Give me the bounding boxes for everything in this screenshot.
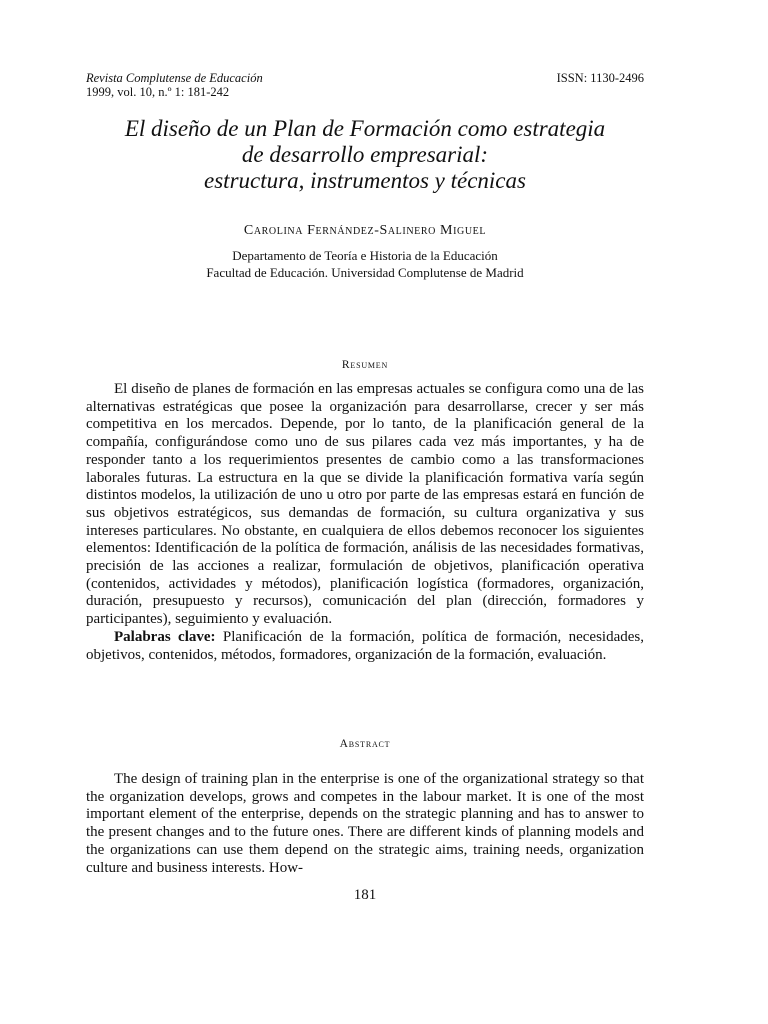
abstract-heading: Abstract <box>339 738 391 750</box>
journal-issue: 1999, vol. 10, n.º 1: 181-242 <box>86 85 230 99</box>
title-line: El diseño de un Plan de Formación como estrategia <box>124 116 606 141</box>
title-line: de desarrollo empresarial: <box>241 142 489 167</box>
author-affiliation <box>86 247 644 281</box>
article-title <box>86 116 644 194</box>
abstract-body <box>86 771 644 877</box>
affiliation-faculty: Facultad de Educación. Universidad Complutense de Madrid <box>206 265 524 280</box>
resumen-heading: Resumen <box>341 359 389 371</box>
resumen-body <box>86 381 644 664</box>
keywords-label: Palabras clave: <box>114 628 216 645</box>
title-line: estructura, instrumentos y técnicas <box>204 168 526 193</box>
journal-issn: ISSN: 1130-2496 <box>556 71 644 85</box>
keywords-paragraph <box>86 629 644 664</box>
resumen-paragraph: El diseño de planes de formación en las empresas actuales se configura como una de las alternativas estratégicas que posee la organización para desarrollarse, crecer y ser más competitiva en los mercados. Depende, por lo tanto, de la planificación general de la compañía, configurándose como uno de sus pilares cada vez más importantes, y ha de responder tanto a los requerimientos presentes de cambio como a las transformaciones laborales futuras. La estructura en la que se divide la planificación formativa varía según distintos modelos, la utilización de uno u otro por parte de las empresas estará en función de sus objetivos estratégicos, sus demandas de formación, su cultura organizativa y sus intereses particulares. No obstante, en cualquiera de ellos debemos reconocer los siguientes elementos: Identificación de la política de formación, análisis de las necesidades formativas, precisión de las acciones a realizar, formulación de objetivos, planificación operativa (contenidos, actividades y métodos), planificación logística (formadores, organización, duración, presupuesto y recursos), comunicación del plan (dirección, formadores y participantes), seguimiento y evaluación. <box>86 381 644 628</box>
abstract-paragraph: The design of training plan in the enterprise is one of the organizational strategy so that the organization develops, grows and competes in the labour market. It is one of the most important element of the enterprise, depends on the strategic planning and has to answer to the present changes and to the future ones. There are different kinds of planning models and the organizations can use them depend on the strategic aims, training needs, organization culture and business interests. How- <box>86 771 644 876</box>
journal-name: Revista Complutense de Educación <box>86 71 263 85</box>
keywords-list: Planificación de la formación, política de formación, necesidades, objetivos, contenidos, métodos, formadores, organización de la formación, evaluación. <box>86 628 644 663</box>
affiliation-department: Departamento de Teoría e Historia de la Educación <box>232 248 498 263</box>
author-name: Carolina Fernández-Salinero Miguel <box>243 223 487 238</box>
page-number: 181 <box>353 887 377 903</box>
